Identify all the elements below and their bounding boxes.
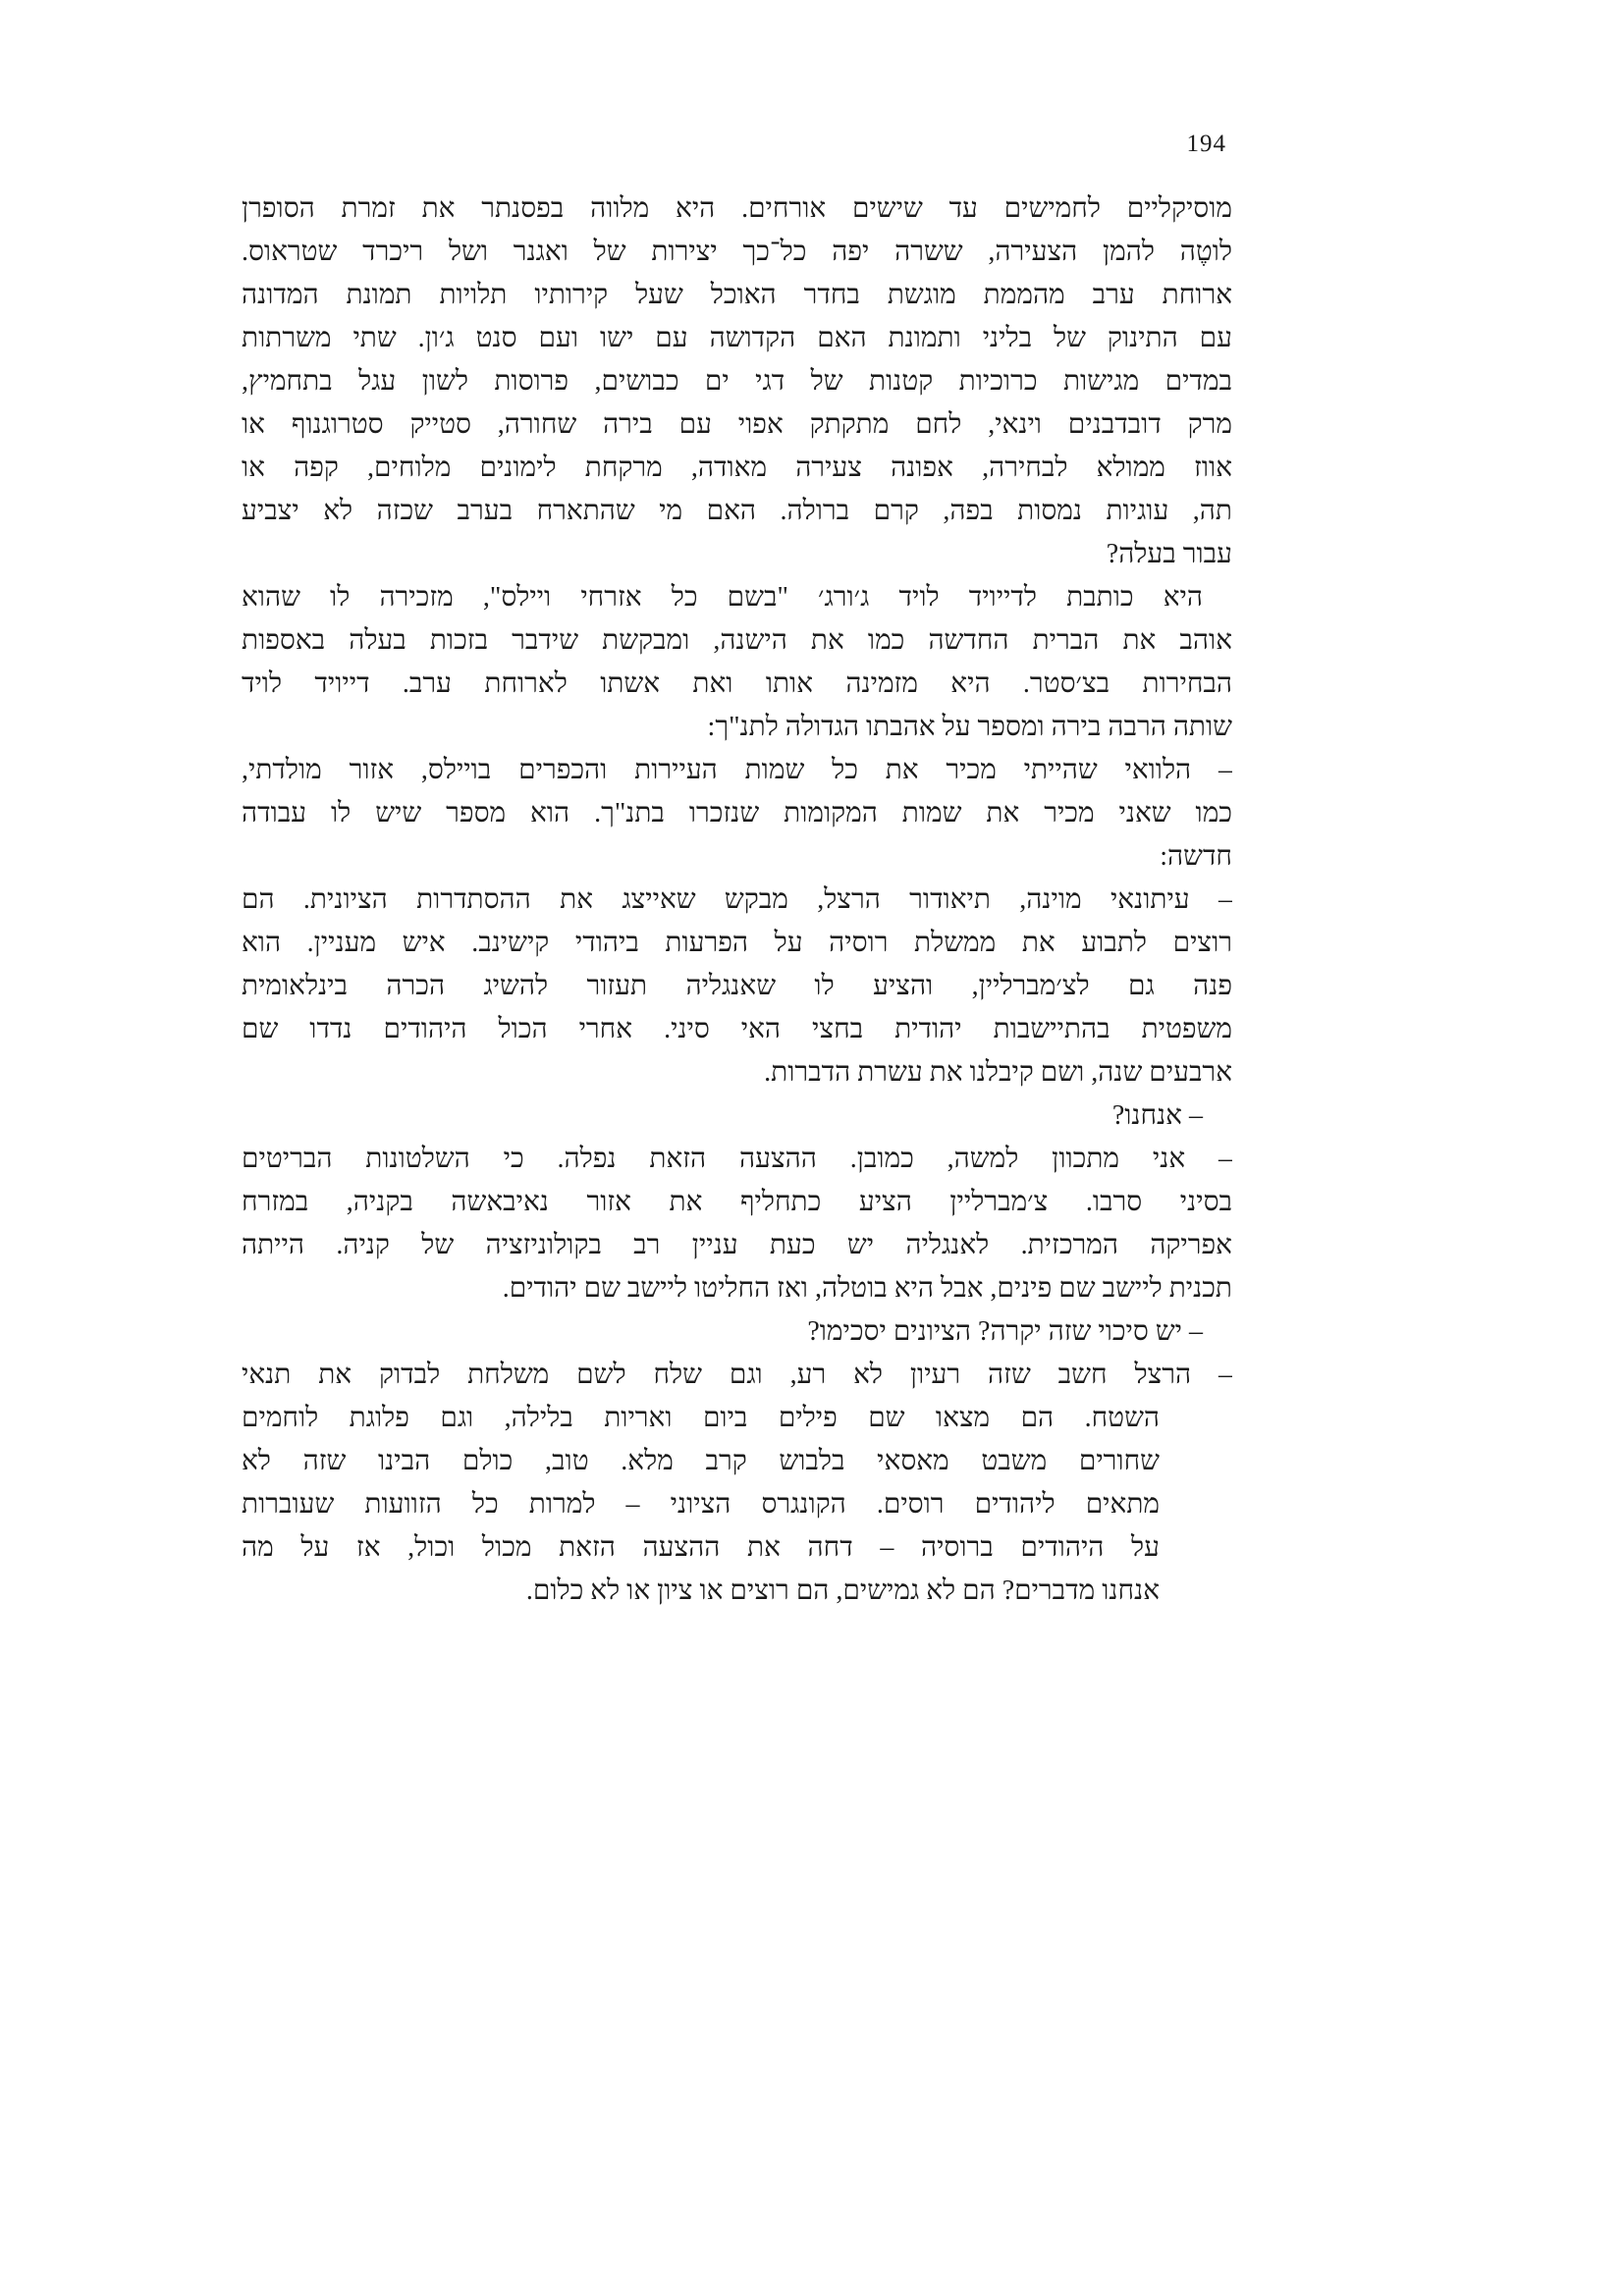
- text-line: עם התינוק של בליני ותמונת האם הקדושה עם ישו ועם סנט ג׳ון. שתי משרתות: [242, 323, 1232, 353]
- text-line: – אנחנו?: [1111, 1100, 1203, 1131]
- page-number: 194: [1186, 131, 1226, 157]
- text-line: – אני מתכוון למשה, כמובן. ההצעה הזאת נפלה. כי השלטונות הבריטים: [242, 1144, 1232, 1174]
- text-line: – הלוואי שהייתי מכיר את כל שמות העיירות והכפרים בויילס, אזור מולדתי,: [242, 755, 1232, 785]
- text-line: שותה הרבה בירה ומספר על אהבתו הגדולה לתנ"ך:: [707, 712, 1232, 742]
- text-line: – יש סיכוי שזה יקרה? הציונים יסכימו?: [807, 1316, 1203, 1347]
- text-line: רוצים לתבוע את ממשלת רוסיה על הפרעות ביהודי קישינב. איש מעניין. הוא: [242, 928, 1232, 958]
- text-line: תה, עוגיות נמסות בפה, קרם ברולה. האם מי שהתארח בערב שכזה לא יצביע: [242, 496, 1232, 526]
- text-line: במדים מגישות כרוכיות קטנות של דגי ים כבושים, פרוסות לשון עגל בתחמיץ,: [242, 366, 1232, 397]
- text-line: אוהב את הברית החדשה כמו את הישנה, ומבקשת שידבר בזכות בעלה באספות: [242, 625, 1232, 656]
- text-line: תכנית ליישב שם פינים, אבל היא בוטלה, ואז החליטו ליישב שם יהודים.: [502, 1273, 1232, 1304]
- text-line: על היהודים ברוסיה – דחה את ההצעה הזאת מכול וכול, אז על מה: [242, 1532, 1160, 1563]
- text-line: שחורים משבט מאסאי בלבוש קרב מלא. טוב, כולם הבינו שזה לא: [242, 1446, 1160, 1476]
- body-text: [242, 187, 1232, 1613]
- text-line: מרק דובדבנים וינאי, לחם מתקתק אפוי עם בירה שחורה, סטייק סטרוגנוף או: [242, 409, 1232, 440]
- text-line: כמו שאני מכיר את שמות המקומות שנזכרו בתנ"ך. הוא מספר שיש לו עבודה: [242, 798, 1232, 828]
- text-line: היא כותבת לדייויד לויד ג׳ורג׳ "בשם כל אזרחי ויילס", מזכירה לו שהוא: [242, 582, 1203, 613]
- text-line: משפטית בהתיישבות יהודית בחצי האי סיני. אחרי הכול היהודים נדדו שם: [242, 1014, 1232, 1044]
- text-line: השטח. הם מצאו שם פילים ביום ואריות בלילה, וגם פלוגת לוחמים: [242, 1403, 1160, 1433]
- text-line: עבור בעלה?: [1106, 539, 1232, 569]
- text-line: לוטֶה להמן הצעירה, ששרה יפה כל־כך יצירות של ואגנר ושל ריכרד שטראוס.: [242, 237, 1232, 267]
- text-line: ארבעים שנה, ושם קיבלנו את עשרת הדברות.: [764, 1057, 1232, 1088]
- text-line: פנה גם לצ׳מברליין, והציע לו שאנגליה תעזור להשיג הכרה בינלאומית: [242, 971, 1232, 1001]
- text-line: הבחירות בצ׳סטר. היא מזמינה אותו ואת אשתו לארוחת ערב. דייויד לויד: [242, 668, 1232, 699]
- text-line: מוסיקליים לחמישים עד שישים אורחים. היא מלווה בפסנתר את זמרת הסופרן: [242, 193, 1232, 224]
- text-line: חדשה:: [1160, 841, 1232, 872]
- text-line: – הרצל חשב שזה רעיון לא רע, וגם שלח לשם משלחת לבדוק את תנאי: [242, 1360, 1232, 1390]
- text-line: אנחנו מדברים? הם לא גמישים, הם רוצים או ציון או לא כלום.: [525, 1575, 1160, 1606]
- text-line: אווז ממולא לבחירה, אפונה צעירה מאודה, מרקחת לימונים מלוחים, קפה או: [242, 453, 1232, 483]
- text-line: ארוחת ערב מהממת מוגשת בחדר האוכל שעל קירותיו תלויות תמונת המדונה: [242, 280, 1232, 310]
- text-line: אפריקה המרכזית. לאנגליה יש כעת עניין רב בקולוניזציה של קניה. הייתה: [242, 1230, 1232, 1260]
- text-line: מתאים ליהודים רוסים. הקונגרס הציוני – למרות כל הזוועות שעוברות: [242, 1489, 1160, 1520]
- text-line: בסיני סרבו. צ׳מברליין הציע כתחליף את אזור נאיבאשה בקניה, במזרח: [242, 1187, 1232, 1217]
- text-line: – עיתונאי מוינה, תיאודור הרצל, מבקש שאייצג את ההסתדרות הציונית. הם: [242, 884, 1232, 915]
